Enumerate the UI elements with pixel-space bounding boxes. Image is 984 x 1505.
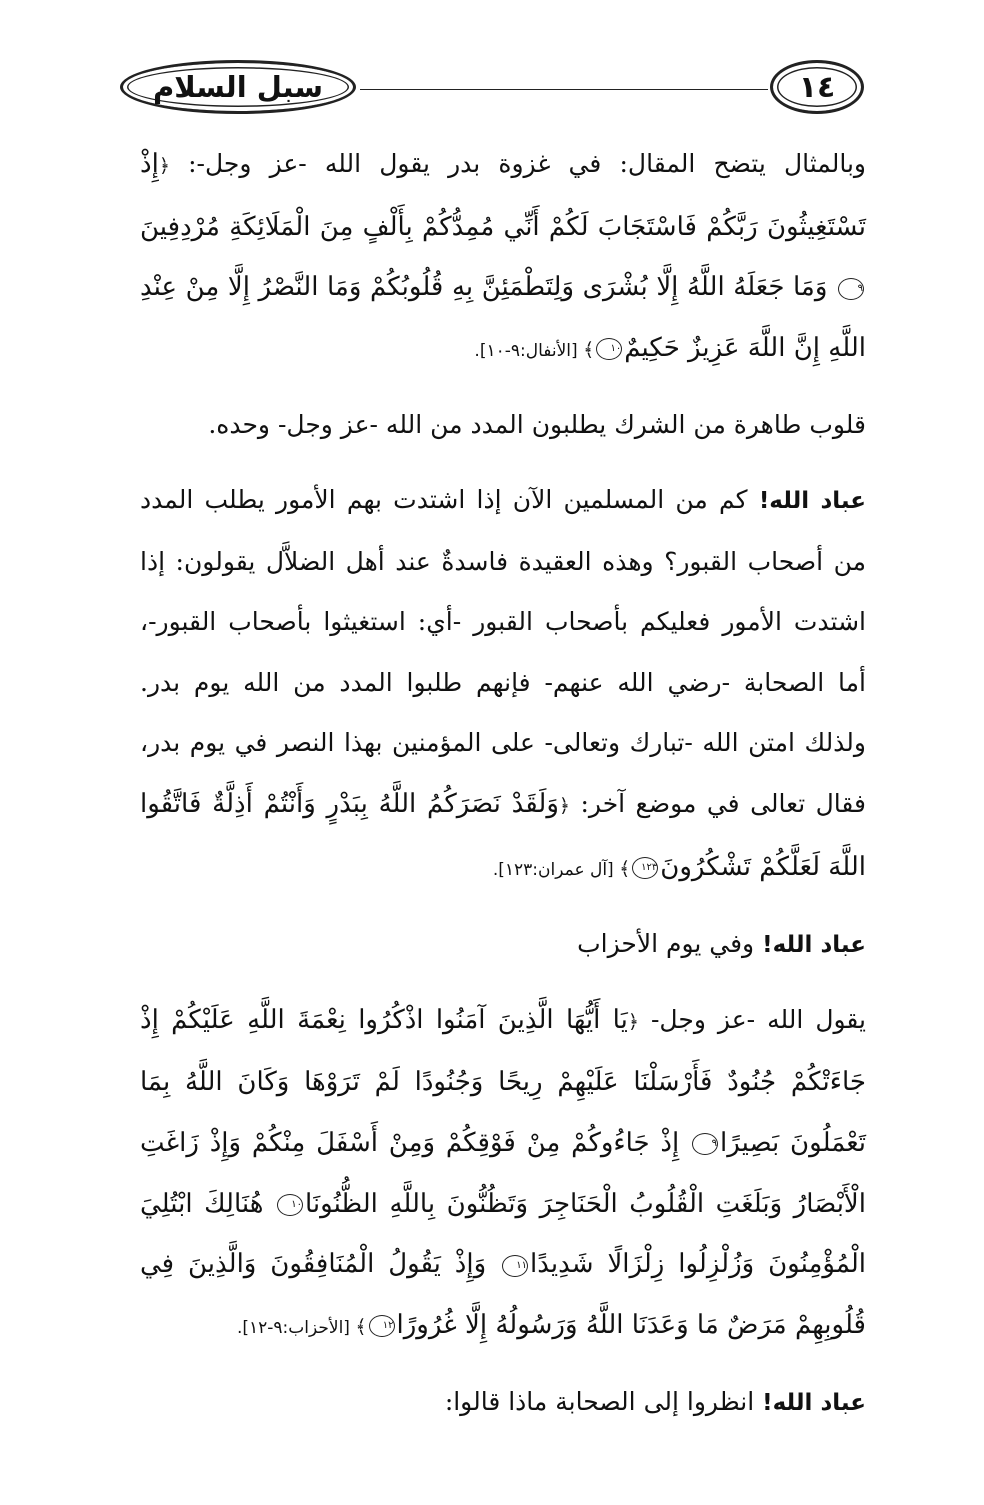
ayah-number-marker: ٩ — [838, 278, 864, 300]
verse-reference: [الأحزاب:٩-١٢]. — [236, 1317, 356, 1338]
quran-bracket: ﴿ — [627, 1010, 639, 1033]
paragraph-text: يقول الله -عز وجل- — [638, 1004, 867, 1034]
page-number: ١٤ — [798, 69, 836, 105]
quran-bracket: ﴿ — [558, 794, 571, 817]
ayah-number-marker: ١٠ — [277, 1194, 303, 1216]
quran-bracket: ﴾ — [583, 338, 595, 361]
ayah-number-marker: ١٢٣ — [632, 857, 658, 879]
ayah-number-marker: ١٢ — [369, 1315, 395, 1337]
ayah-number-marker: ١٠ — [596, 338, 622, 360]
header-rule — [360, 89, 768, 90]
paragraph-text: قلوب طاهرة من الشرك يطلبون المدد من الله -عز وجل- وحده. — [208, 410, 866, 440]
paragraph — [140, 990, 866, 1359]
paragraph — [140, 1372, 866, 1434]
lead-phrase: عباد الله! — [762, 932, 866, 959]
verse-reference: [آل عمران:١٢٣]. — [492, 859, 620, 880]
quran-verse: وَلَقَدْ نَصَرَكُمُ اللَّهُ بِبَدْرٍ وَأَنْتُمْ أَذِلَّةٌ فَاتَّقُوا اللَّهَ لَعَلَّكُمْ تَشْكُرُونَ — [140, 788, 866, 882]
quran-bracket: ﴾ — [355, 1315, 367, 1338]
paragraph — [140, 134, 866, 381]
verse-reference: [الأنفال:٩-١٠]. — [474, 340, 584, 361]
quran-verse: وَإِذْ يَقُولُ الْمُنَافِقُونَ وَالَّذِينَ فِي قُلُوبِهِمْ مَرَضٌ مَا وَعَدَنَا اللَّهُ وَرَسُولُهُ إِلَّا غُرُورًا — [140, 1249, 866, 1340]
quran-verse: إِذْ جَاءُوكُمْ مِنْ فَوْقِكُمْ وَمِنْ أَسْفَلَ مِنْكُمْ وَإِذْ زَاغَتِ الْأَبْصَارُ وَبَلَغَتِ الْقُلُوبُ الْحَنَاجِرَ وَتَظُنُّونَ بِاللَّهِ الظُّنُونَا — [140, 1127, 866, 1219]
paragraph-text: انظروا إلى الصحابة ماذا قالوا: — [444, 1387, 763, 1417]
paragraph — [140, 470, 866, 900]
quran-verse: يَا أَيُّهَا الَّذِينَ آمَنُوا اذْكُرُوا نِعْمَةَ اللَّهِ عَلَيْكُمْ إِذْ جَاءَتْكُمْ جُنُودٌ فَأَرْسَلْنَا عَلَيْهِمْ رِيحًا وَجُنُودًا لَمْ تَرَوْهَا وَكَانَ اللَّهُ بِمَا تَعْمَلُونَ بَصِيرًا — [140, 1004, 866, 1158]
quran-bracket: ﴾ — [619, 857, 631, 880]
page-header — [0, 54, 984, 124]
paragraph-text: كم من المسلمين الآن إذا اشتدت بهم الأمور يطلب المدد من أصحاب القبور؟ وهذه العقيدة فاسدةٌ عند أهل الضلاَّل يقولون: إذا اشتدت الأمور فعليكم بأصحاب القبور -أي: استغيثوا بأصحاب القبور-، أما الصحابة -رضي الله عنهم- فإنهم طلبوا المدد من الله يوم بدر. ولذلك امتن الله -تبارك وتعالى- على المؤمنين بهذا النصر في يوم بدر، فقال تعالى في موضع آخر: — [140, 484, 866, 818]
ayah-number-marker: ٩ — [692, 1133, 718, 1155]
paragraph-text: وبالمثال يتضح المقال: في غزوة بدر يقول الله -عز وجل-: — [169, 149, 866, 178]
quran-bracket: ﴿ — [158, 155, 170, 177]
page-number-oval — [770, 60, 864, 114]
quran-verse: إِذْ تَسْتَغِيثُونَ رَبَّكُمْ فَاسْتَجَابَ لَكُمْ أَنِّي مُمِدُّكُمْ بِأَلْفٍ مِنَ الْمَلَائِكَةِ مُرْدِفِينَ — [140, 149, 866, 242]
paragraph — [140, 395, 866, 456]
lead-phrase: عباد الله! — [762, 1390, 866, 1417]
book-title: سبل السلام — [153, 70, 323, 104]
quran-verse: وَمَا جَعَلَهُ اللَّهُ إِلَّا بُشْرَى وَلِتَطْمَئِنَّ بِهِ قُلُوبُكُمْ وَمَا النَّصْرُ إِلَّا مِنْ عِنْدِ اللَّهِ إِنَّ اللَّهَ عَزِيزٌ حَكِيمٌ — [140, 272, 866, 363]
paragraph-text: وفي يوم الأحزاب — [577, 929, 763, 959]
book-title-oval — [120, 60, 356, 114]
page-body — [140, 134, 866, 1434]
paragraph — [140, 914, 866, 976]
ayah-number-marker: ١١ — [502, 1255, 528, 1277]
quran-verse: هُنَالِكَ ابْتُلِيَ الْمُؤْمِنُونَ وَزُلْزِلُوا زِلْزَالًا شَدِيدًا — [140, 1188, 866, 1280]
lead-phrase: عباد الله! — [758, 487, 866, 514]
